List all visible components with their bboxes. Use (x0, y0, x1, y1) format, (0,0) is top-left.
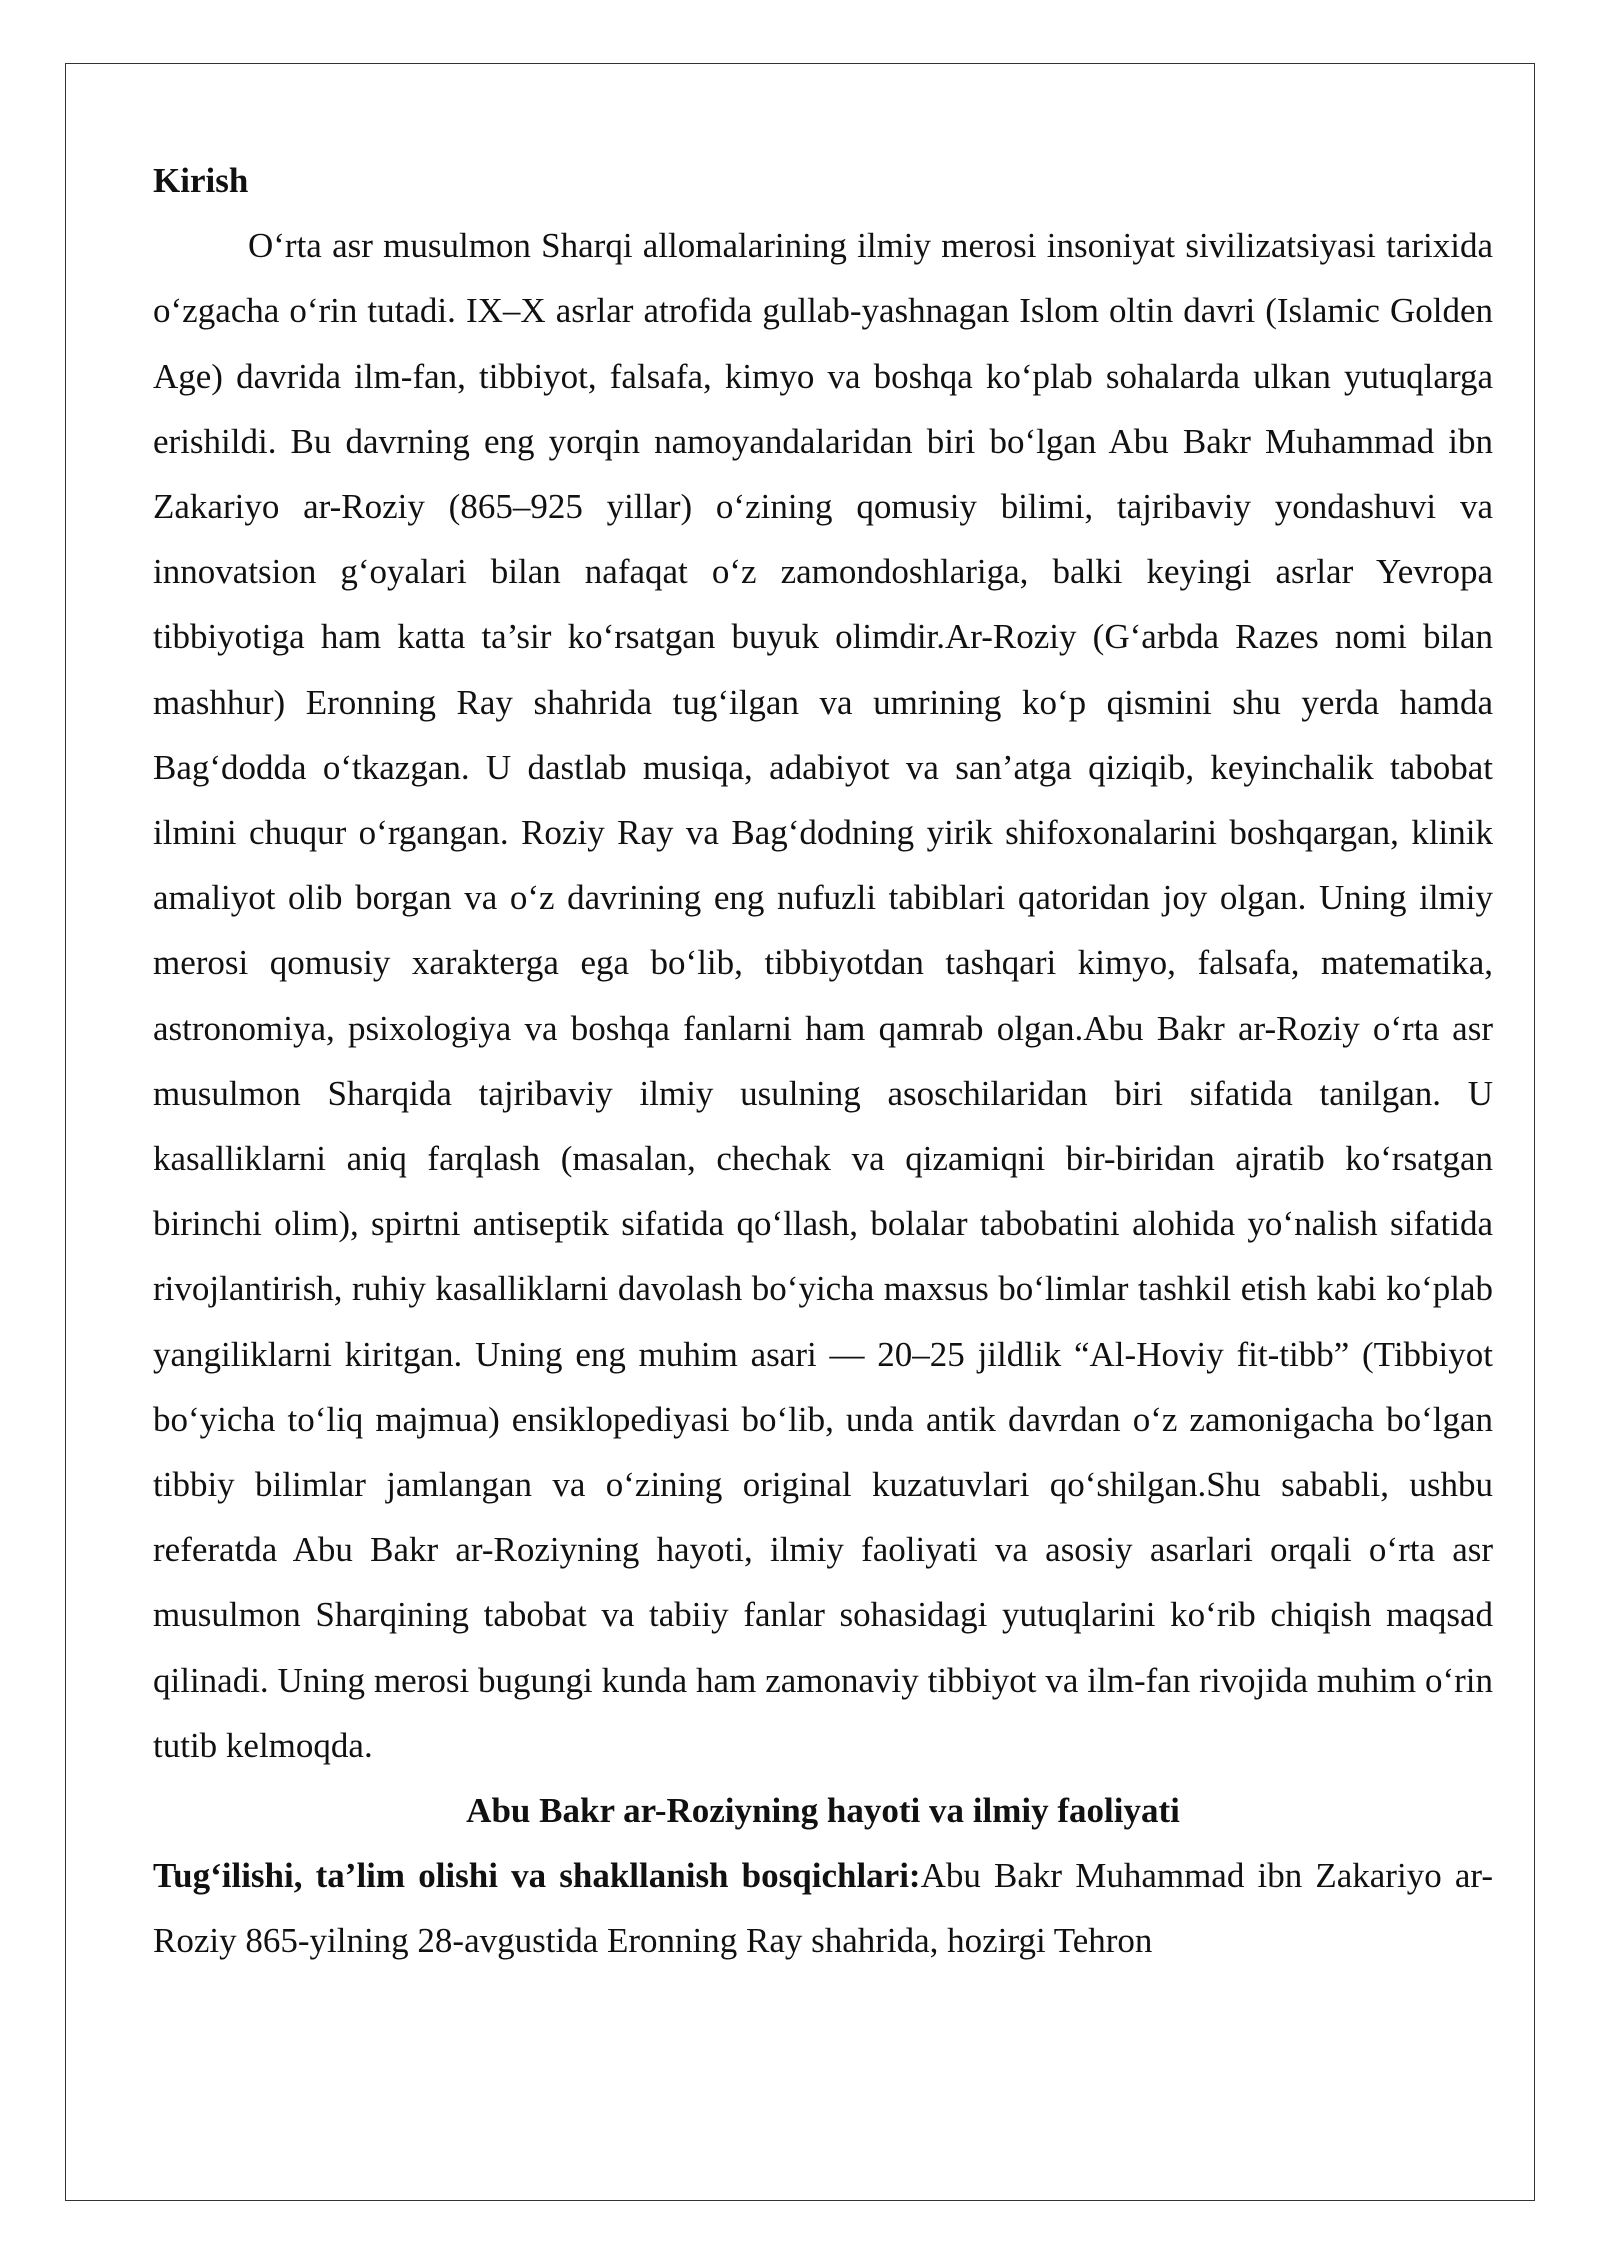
document-body (153, 148, 1493, 1974)
section-heading: Abu Bakr ar-Roziyning hayoti va ilmiy faoliyati (466, 1791, 1180, 1831)
intro-heading: Kirish (153, 161, 249, 200)
section-subheading: Tug‘ilishi, ta’lim olishi va shakllanish bosqichlari: (153, 1856, 921, 1896)
section-paragraph-text: Abu Bakr Muhammad ibn Zakariyo ar-Roziy 865-yilning 28-avgustida Eronning Ray shahrida, hozirgi Tehron (153, 1856, 1493, 1961)
section-paragraph (153, 1843, 1493, 1973)
intro-paragraph: O‘rta asr musulmon Sharqi allomalarining ilmiy merosi insoniyat sivilizatsiyasi tarixida o‘zgacha o‘rin tutadi. IX–X asrlar atrofida gullab-yashnagan Islom oltin davri (Islamic Golden Age) davrida ilm-fan, tibbiyot, falsafa, kimyo va boshqa ko‘plab sohalarda ulkan yutuqlarga erishildi. Bu davrning eng yorqin namoyandalaridan biri bo‘lgan Abu Bakr Muhammad ibn Zakariyo ar-Roziy (865–925 yillar) o‘zining qomusiy bilimi, tajribaviy yondashuvi va innovatsion g‘oyalari bilan nafaqat o‘z zamondoshlariga, balki keyingi asrlar Yevropa tibbiyotiga ham katta ta’sir ko‘rsatgan buyuk olimdir.Ar-Roziy (G‘arbda Razes nomi bilan mashhur) Eronning Ray shahrida tug‘ilgan va umrining ko‘p qismini shu yerda hamda Bag‘dodda o‘tkazgan. U dastlab musiqa, adabiyot va san’atga qiziqib, keyinchalik tabobat ilmini chuqur o‘rgangan. Roziy Ray va Bag‘dodning yirik shifoxonalarini boshqargan, klinik amaliyot olib borgan va o‘z davrining eng nufuzli tabiblari qatoridan joy olgan. Uning ilmiy merosi qomusiy xarakterga ega bo‘lib, tibbiyotdan tashqari kimyo, falsafa, matematika, astronomiya, psixologiya va boshqa fanlarni ham qamrab olgan.Abu Bakr ar-Roziy o‘rta asr musulmon Sharqida tajribaviy ilmiy usulning asoschilaridan biri sifatida tanilgan. U kasalliklarni aniq farqlash (masalan, chechak va qizamiqni bir-biridan ajratib ko‘rsatgan birinchi olim), spirtni antiseptik sifatida qo‘llash, bolalar tabobatini alohida yo‘nalish sifatida rivojlantirish, ruhiy kasalliklarni davolash bo‘yicha maxsus bo‘limlar tashkil etish kabi ko‘plab yangiliklarni kiritgan. Uning eng muhim asari — 20–25 jildlik “Al-Hoviy fit-tibb” (Tibbiyot bo‘yicha to‘liq majmua) ensiklopediyasi bo‘lib, unda antik davrdan o‘z zamonigacha bo‘lgan tibbiy bilimlar jamlangan va o‘zining original kuzatuvlari qo‘shilgan.Shu sababli, ushbu referatda Abu Bakr ar-Roziyning hayoti, ilmiy faoliyati va asosiy asarlari orqali o‘rta asr musulmon Sharqining tabobat va tabiiy fanlar sohasidagi yutuqlarini ko‘rib chiqish maqsad qilinadi. Uning merosi bugungi kunda ham zamonaviy tibbiyot va ilm-fan rivojida muhim o‘rin tutib kelmoqda. (153, 226, 1493, 1765)
